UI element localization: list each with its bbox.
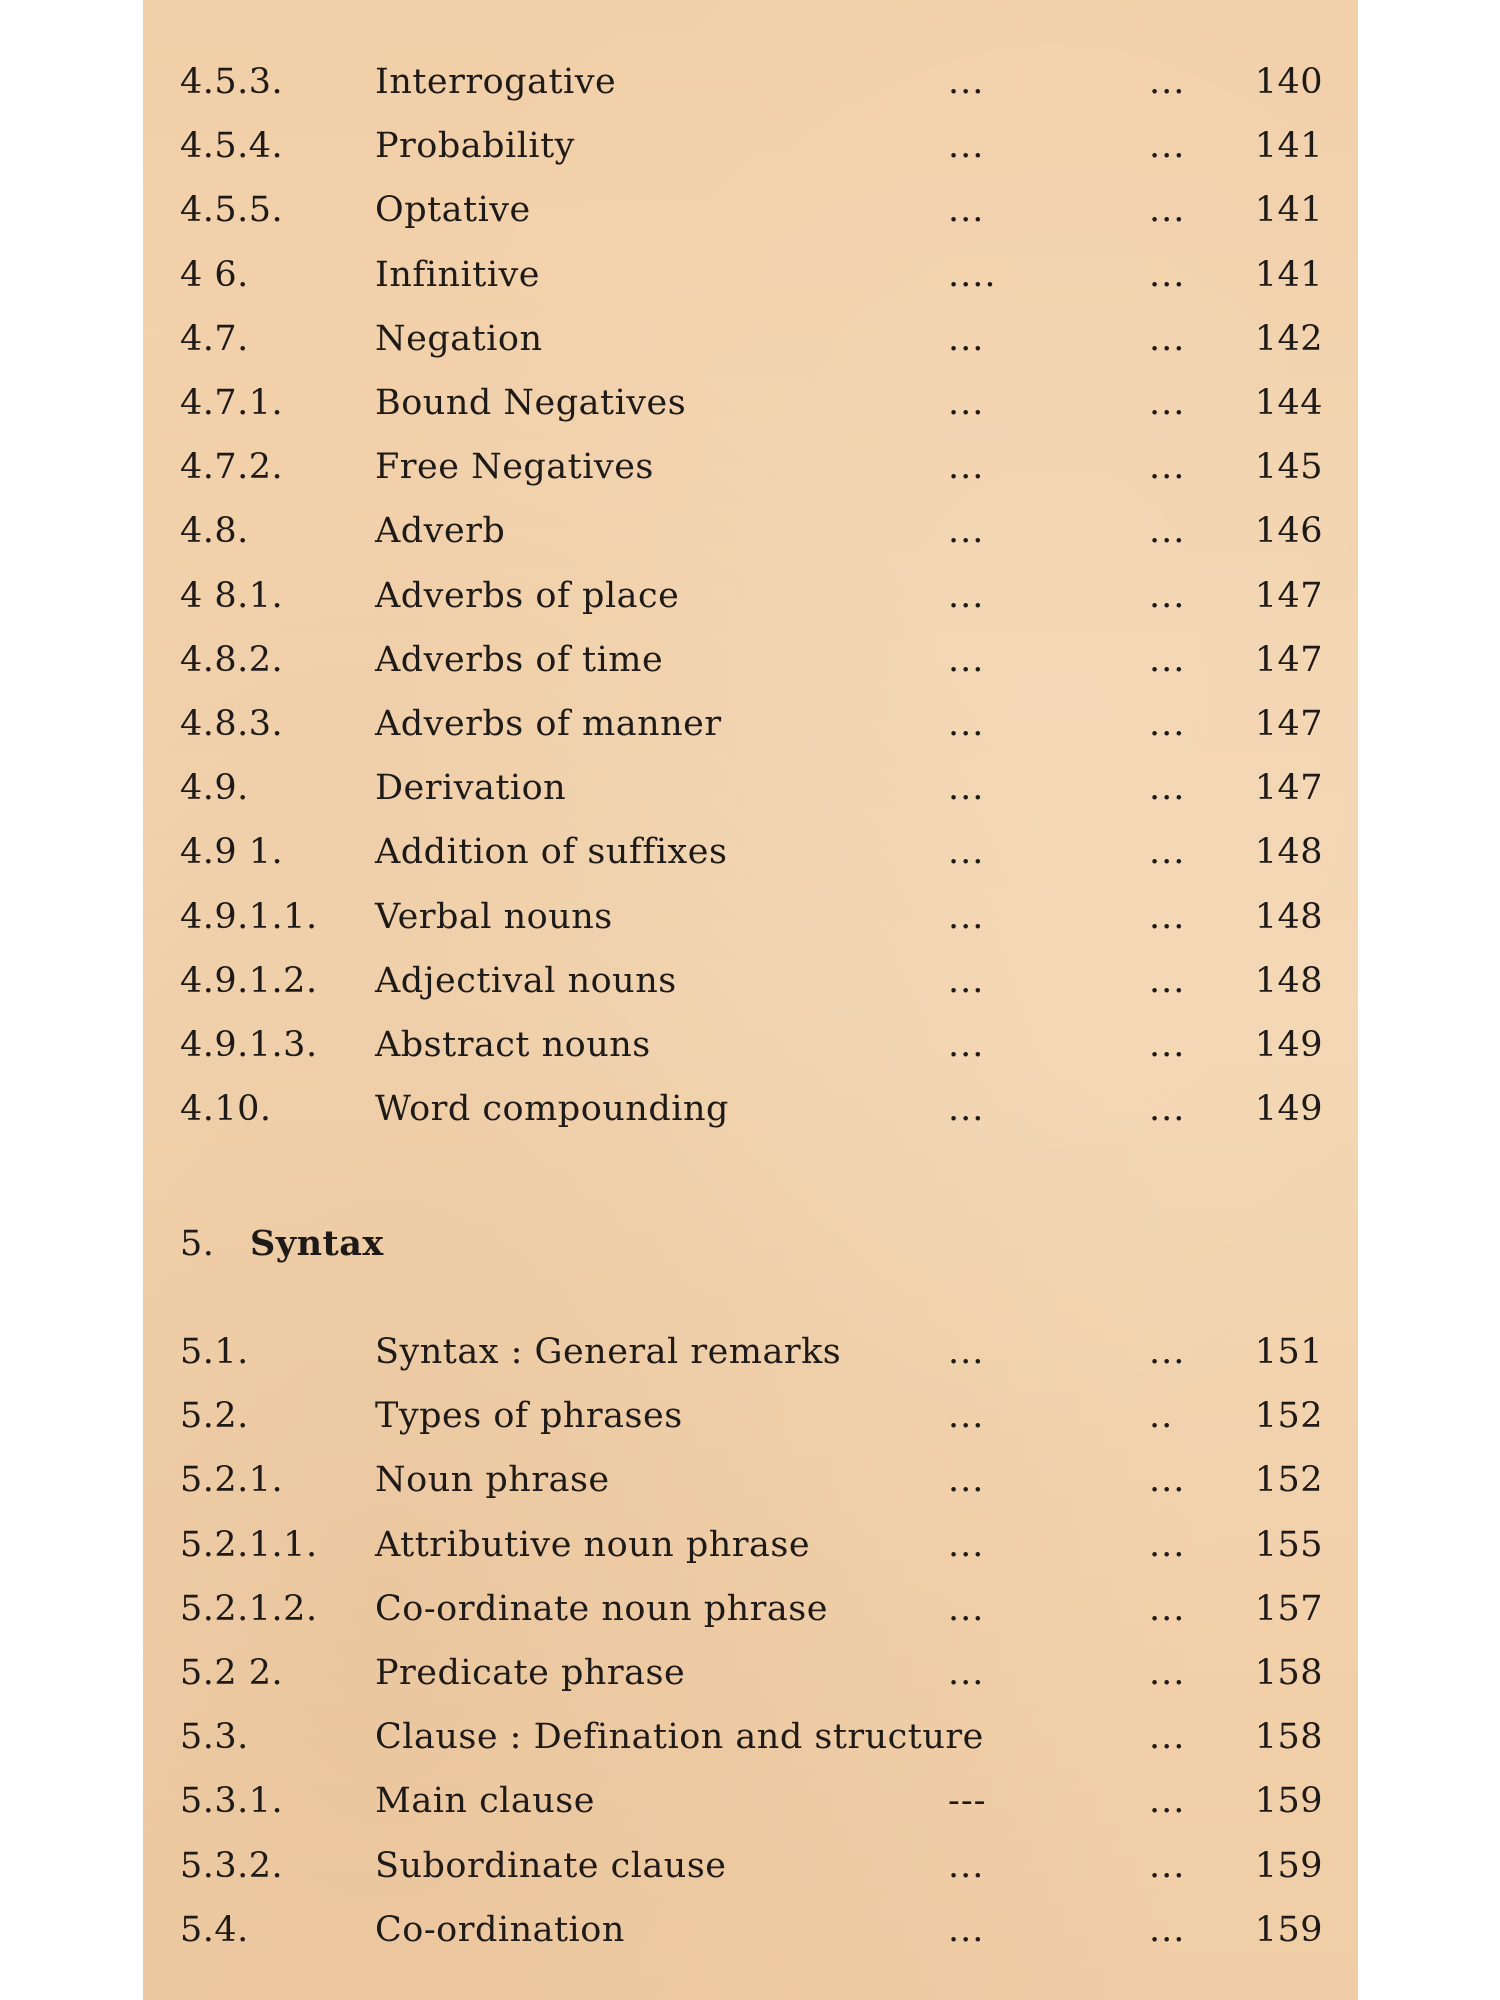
entry-title: Negation <box>375 318 543 359</box>
page-number: 158 <box>1254 1653 1323 1693</box>
leader-dots: ... <box>1149 1025 1186 1065</box>
leader-dots: ... <box>1149 1332 1186 1372</box>
entry-number: 4.8. <box>180 511 249 552</box>
entry-number: 5.2.1. <box>180 1460 284 1501</box>
entry-number: 5.3. <box>180 1717 249 1758</box>
entry-title: Probability <box>375 126 575 167</box>
page-number: 151 <box>1254 1332 1323 1372</box>
leader-dots: ... <box>948 1460 985 1501</box>
entry-title: Derivation <box>375 768 567 809</box>
toc-entry <box>143 1583 1358 1635</box>
leader-dots: ... <box>1149 896 1186 937</box>
entry-title: Adverb <box>375 511 506 552</box>
entry-title: Word compounding <box>375 1089 729 1130</box>
toc-entry <box>143 1326 1358 1378</box>
toc-entry <box>143 1083 1358 1135</box>
leader-dots: ... <box>948 1025 985 1065</box>
leader-dots: .... <box>948 254 997 295</box>
section-heading-number: 5. <box>180 1224 215 1264</box>
entry-number: 4 6. <box>180 254 249 295</box>
page-number: 148 <box>1254 832 1323 873</box>
page-number: 155 <box>1254 1524 1323 1565</box>
toc-entry <box>143 698 1358 750</box>
page-number: 147 <box>1254 575 1323 616</box>
leader-dots: ... <box>948 1845 985 1886</box>
toc-entry <box>143 1711 1358 1763</box>
entry-number: 4.10. <box>180 1089 272 1130</box>
entry-number: 4.9.1.3. <box>180 1025 318 1065</box>
entry-number: 5.4. <box>180 1909 249 1950</box>
leader-dots: ... <box>1149 575 1186 616</box>
toc-entry <box>143 1904 1358 1956</box>
leader-dots: ... <box>1149 1089 1186 1130</box>
entry-number: 5.1. <box>180 1332 249 1372</box>
toc-entry <box>143 1775 1358 1827</box>
page-number: 149 <box>1254 1089 1323 1130</box>
entry-title: Types of phrases <box>375 1396 683 1437</box>
leader-dots: ... <box>948 896 985 937</box>
leader-dots: ... <box>948 447 985 488</box>
entry-number: 4.9. <box>180 768 249 809</box>
section-heading-title: Syntax <box>250 1223 384 1264</box>
toc-entry <box>143 505 1358 557</box>
leader-dots: ... <box>948 1524 985 1565</box>
entry-title: Abstract nouns <box>375 1025 651 1065</box>
leader-dots: ... <box>948 639 985 680</box>
entry-title: Subordinate clause <box>375 1845 727 1886</box>
leader-dots: ... <box>1149 1781 1186 1822</box>
entry-number: 5.3.2. <box>180 1845 284 1886</box>
leader-dots: .. <box>1149 1396 1174 1437</box>
entry-title: Verbal nouns <box>375 896 613 937</box>
toc-entry <box>143 1840 1358 1892</box>
page-number: 148 <box>1254 960 1323 1001</box>
toc-entry <box>143 1647 1358 1699</box>
leader-dots: ... <box>1149 511 1186 552</box>
page-number: 141 <box>1254 254 1323 295</box>
toc-entry <box>143 1519 1358 1571</box>
leader-dots: ... <box>948 832 985 873</box>
toc-entry <box>143 1454 1358 1506</box>
entry-title: Noun phrase <box>375 1460 610 1501</box>
entry-title: Co-ordinate noun phrase <box>375 1588 828 1629</box>
entry-title: Clause : Defination and structure <box>375 1717 984 1758</box>
leader-dots: ... <box>1149 1460 1186 1501</box>
leader-dots: ... <box>1149 1524 1186 1565</box>
leader-dots: ... <box>948 1089 985 1130</box>
leader-dots: ... <box>948 190 985 231</box>
leader-dots: ... <box>948 575 985 616</box>
leader-dots: ... <box>948 318 985 359</box>
leader-dots: ... <box>948 383 985 423</box>
toc-entry <box>143 955 1358 1007</box>
entry-number: 4 8.1. <box>180 575 284 616</box>
entry-title: Predicate phrase <box>375 1653 686 1693</box>
entry-number: 5.2.1.1. <box>180 1524 318 1565</box>
toc-entry <box>143 120 1358 172</box>
page-number: 145 <box>1254 447 1323 488</box>
toc-entry <box>143 570 1358 622</box>
leader-dots: ... <box>1149 1717 1186 1758</box>
entry-number: 4.5.3. <box>180 62 284 102</box>
leader-dots: ... <box>1149 1588 1186 1629</box>
leader-dots: ... <box>1149 254 1186 295</box>
leader-dots: ... <box>1149 960 1186 1001</box>
leader-dots: ... <box>1149 383 1186 423</box>
page-number: 152 <box>1254 1460 1323 1501</box>
page-number: 152 <box>1254 1396 1323 1437</box>
entry-title: Syntax : General remarks <box>375 1332 842 1372</box>
entry-number: 5.2.1.2. <box>180 1588 318 1629</box>
entry-number: 5.3.1. <box>180 1781 284 1822</box>
entry-number: 4.8.2. <box>180 639 284 680</box>
entry-number: 4.9.1.2. <box>180 960 318 1001</box>
leader-dots: ... <box>948 1653 985 1693</box>
toc-entry <box>143 1390 1358 1442</box>
entry-number: 4.5.5. <box>180 190 284 231</box>
leader-dots: ... <box>948 768 985 809</box>
toc-entry <box>143 826 1358 878</box>
leader-dots: ... <box>1149 62 1186 102</box>
leader-dots: ... <box>1149 126 1186 167</box>
page-number: 157 <box>1254 1588 1323 1629</box>
toc-entry <box>143 634 1358 686</box>
leader-dots: ... <box>1149 190 1186 231</box>
leader-dots: ... <box>948 1332 985 1372</box>
leader-dots: ... <box>948 1909 985 1950</box>
leader-dots: ... <box>1149 832 1186 873</box>
toc-entry <box>143 313 1358 365</box>
toc-entry <box>143 377 1358 429</box>
leader-dots: ... <box>948 1588 985 1629</box>
page-number: 147 <box>1254 704 1323 744</box>
entry-title: Adverbs of time <box>375 639 664 680</box>
page-number: 158 <box>1254 1717 1323 1758</box>
leader-dots: ... <box>1149 768 1186 809</box>
entry-title: Interrogative <box>375 62 617 102</box>
leader-dots: ... <box>948 62 985 102</box>
leader-dots: ... <box>948 704 985 744</box>
book-page <box>143 0 1358 2000</box>
leader-dots: ... <box>1149 704 1186 744</box>
leader-dots: ... <box>1149 318 1186 359</box>
page-number: 148 <box>1254 896 1323 937</box>
section-heading <box>180 1218 384 1270</box>
page-number: 142 <box>1254 318 1323 359</box>
leader-dots: ... <box>948 1396 985 1437</box>
entry-number: 4.9 1. <box>180 832 284 873</box>
entry-number: 4.7. <box>180 318 249 359</box>
entry-title: Addition of suffixes <box>375 832 728 873</box>
toc-entry <box>143 249 1358 301</box>
entry-title: Optative <box>375 190 531 231</box>
leader-dots: --- <box>948 1781 987 1822</box>
page-number: 159 <box>1254 1845 1323 1886</box>
toc-entry <box>143 891 1358 943</box>
toc-entry <box>143 441 1358 493</box>
entry-title: Infinitive <box>375 254 540 295</box>
entry-title: Main clause <box>375 1781 595 1822</box>
entry-number: 4.7.2. <box>180 447 284 488</box>
leader-dots: ... <box>948 960 985 1001</box>
leader-dots: ... <box>1149 1653 1186 1693</box>
page-number: 146 <box>1254 511 1323 552</box>
leader-dots: ... <box>1149 1845 1186 1886</box>
page-number: 141 <box>1254 190 1323 231</box>
entry-title: Attributive noun phrase <box>375 1524 811 1565</box>
entry-number: 4.7.1. <box>180 383 284 423</box>
page-number: 147 <box>1254 768 1323 809</box>
page-number: 144 <box>1254 383 1323 423</box>
leader-dots: ... <box>1149 639 1186 680</box>
entry-title: Free Negatives <box>375 447 654 488</box>
leader-dots: ... <box>948 511 985 552</box>
page-number: 141 <box>1254 126 1323 167</box>
entry-number: 4.8.3. <box>180 704 284 744</box>
entry-title: Bound Negatives <box>375 383 687 423</box>
entry-title: Co-ordination <box>375 1909 625 1950</box>
entry-number: 5.2 2. <box>180 1653 284 1693</box>
toc-entry <box>143 184 1358 236</box>
leader-dots: ... <box>948 126 985 167</box>
page-number: 159 <box>1254 1781 1323 1822</box>
toc-entry <box>143 762 1358 814</box>
leader-dots: ... <box>1149 447 1186 488</box>
page-number: 140 <box>1254 62 1323 102</box>
leader-dots: ... <box>1149 1909 1186 1950</box>
entry-number: 4.5.4. <box>180 126 284 167</box>
entry-number: 4.9.1.1. <box>180 896 318 937</box>
entry-title: Adjectival nouns <box>375 960 677 1001</box>
entry-title: Adverbs of place <box>375 575 680 616</box>
page-number: 149 <box>1254 1025 1323 1065</box>
page-number: 147 <box>1254 639 1323 680</box>
entry-number: 5.2. <box>180 1396 249 1437</box>
page-number: 159 <box>1254 1909 1323 1950</box>
entry-title: Adverbs of manner <box>375 704 722 744</box>
toc-entry <box>143 56 1358 108</box>
toc-entry <box>143 1019 1358 1071</box>
